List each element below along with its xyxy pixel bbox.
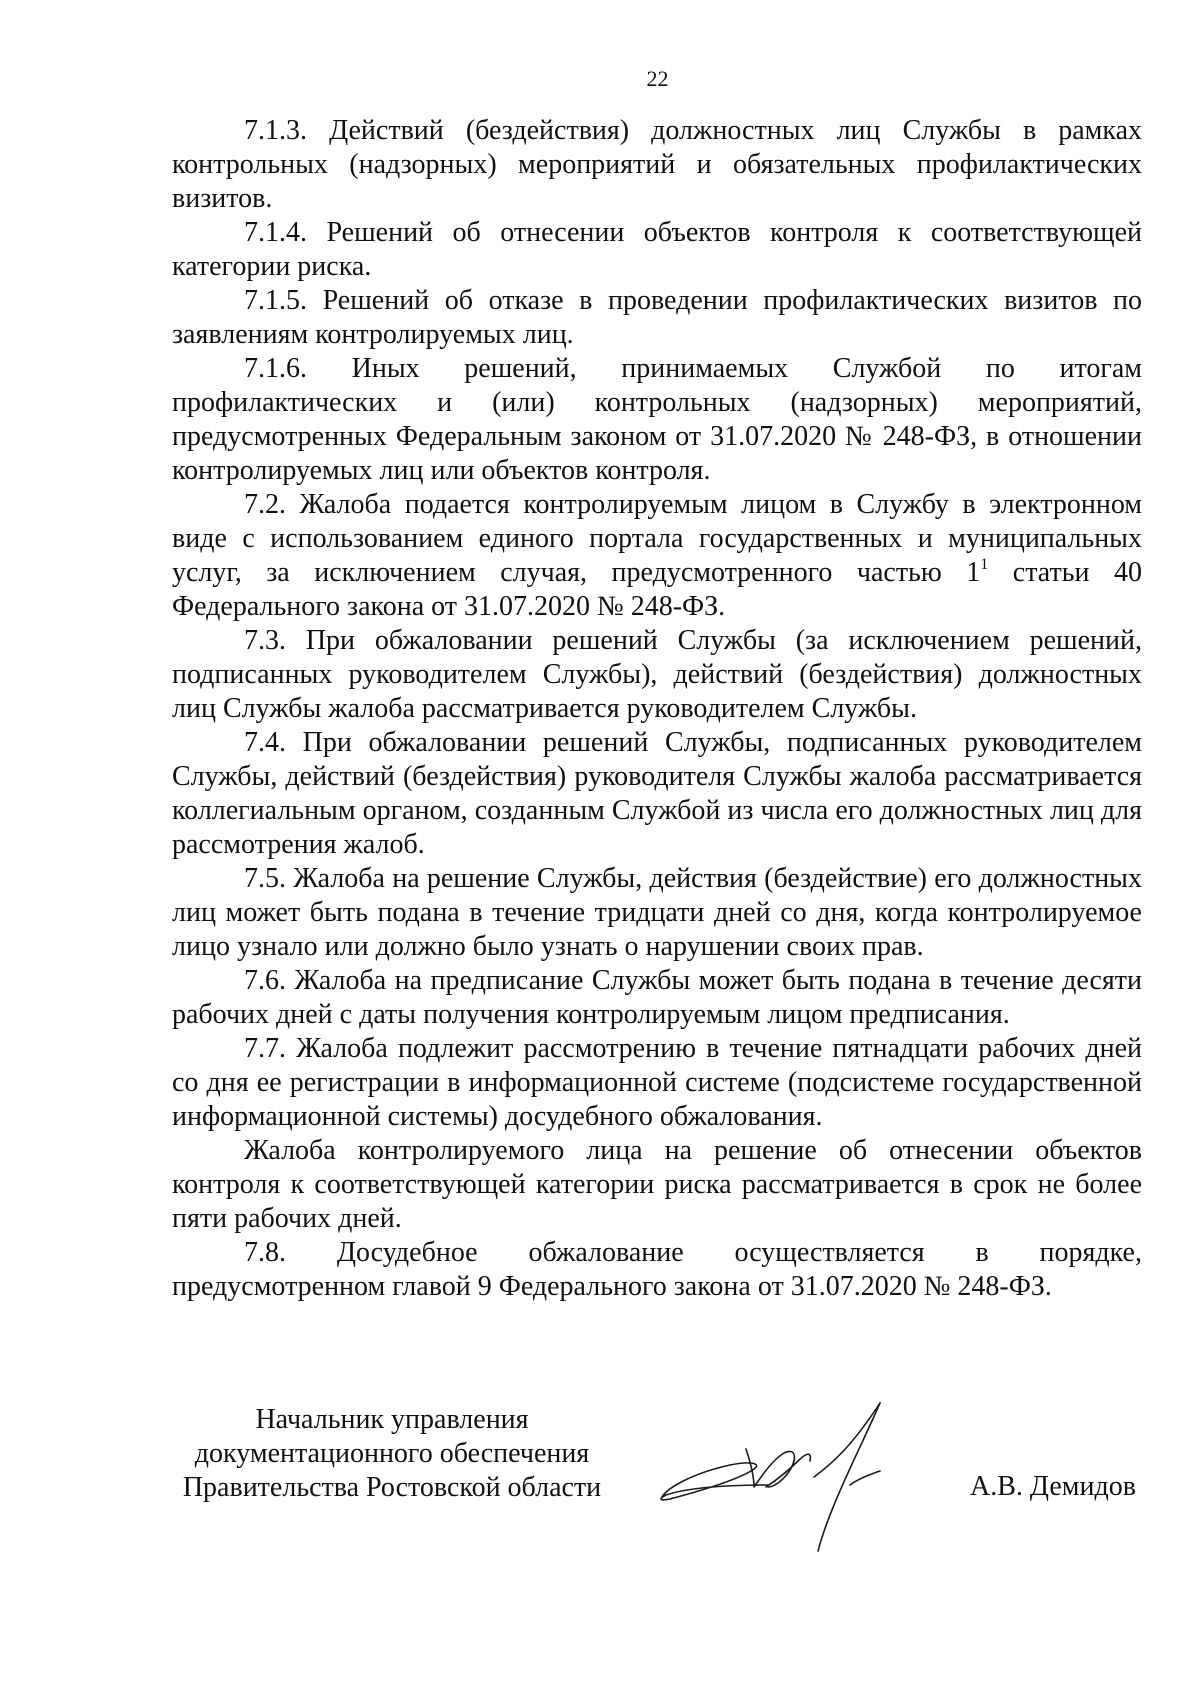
paragraph-7-2-text: 7.2. Жалоба подается контролируемым лицом в Службу в электронном виде с использованием единого портала государственных и муниципальных услуг, за исключением случая, предусмотренного частью 1	[172, 489, 1142, 588]
paragraph-7-7: 7.7. Жалоба подлежит рассмотрению в течение пятнадцати рабочих дней со дня ее регистрации в информационной системе (подсистеме государственной информационной системы) досудебного обжалования.	[172, 1033, 1142, 1132]
paragraph-7-4: 7.4. При обжаловании решений Службы, подписанных руководителем Службы, действий (бездействия) руководителя Службы жалоба рассматривается коллегиальным органом, созданным Службой из числа его должностных лиц для рассмотрения жалоб.	[172, 727, 1142, 860]
paragraph-7-1-3: 7.1.3. Действий (бездействия) должностных лиц Службы в рамках контрольных (надзорных) мероприятий и обязательных профилактических визитов.	[172, 115, 1142, 214]
signer-name: А.В. Демидов	[970, 1471, 1136, 1502]
paragraph-7-1-6: 7.1.6. Иных решений, принимаемых Службой по итогам профилактических и (или) контрольных (надзорных) мероприятий, предусмотренных Федеральным законом от 31.07.2020 № 248-ФЗ, в отношении контролируемых лиц или объектов контроля.	[172, 353, 1142, 486]
page-number: 22	[646, 66, 669, 91]
handwritten-signature	[650, 1395, 950, 1555]
paragraph-7-6: 7.6. Жалоба на предписание Службы может быть подана в течение десяти рабочих дней с даты получения контролируемым лицом предписания.	[172, 965, 1142, 1030]
document-body	[172, 114, 1142, 1304]
paragraph-7-2-text-end: статьи 40 Федерального закона от 31.07.2020 № 248-ФЗ.	[172, 557, 1142, 622]
paragraph-7-7-continued: Жалоба контролируемого лица на решение об отнесении объектов контроля к соответствующей категории риска рассматривается в срок не более пяти рабочих дней.	[172, 1135, 1142, 1234]
signer-position	[172, 1403, 612, 1505]
signer-position-line: Начальник управления	[255, 1404, 529, 1435]
paragraph-7-5: 7.5. Жалоба на решение Службы, действия (бездействие) его должностных лиц может быть подана в течение тридцати дней со дня, когда контролируемое лицо узнало или должно было узнать о нарушении своих прав.	[172, 863, 1142, 962]
paragraph-7-1-4: 7.1.4. Решений об отнесении объектов контроля к соответствующей категории риска.	[172, 217, 1142, 282]
paragraph-7-3: 7.3. При обжаловании решений Службы (за исключением решений, подписанных руководителем Службы), действий (бездействия) должностных лиц Службы жалоба рассматривается руководителем Службы.	[172, 625, 1142, 724]
signer-position-line: Правительства Ростовской области	[182, 1472, 602, 1503]
paragraph-7-8: 7.8. Досудебное обжалование осуществляется в порядке, предусмотренном главой 9 Федерального закона от 31.07.2020 № 248-ФЗ.	[172, 1237, 1142, 1302]
paragraph-7-1-5: 7.1.5. Решений об отказе в проведении профилактических визитов по заявлениям контролируемых лиц.	[172, 285, 1142, 350]
signer-position-line: документационного обеспечения	[194, 1438, 590, 1469]
paragraph-7-2	[172, 488, 1142, 624]
superscript-part-number: 1	[980, 555, 989, 573]
